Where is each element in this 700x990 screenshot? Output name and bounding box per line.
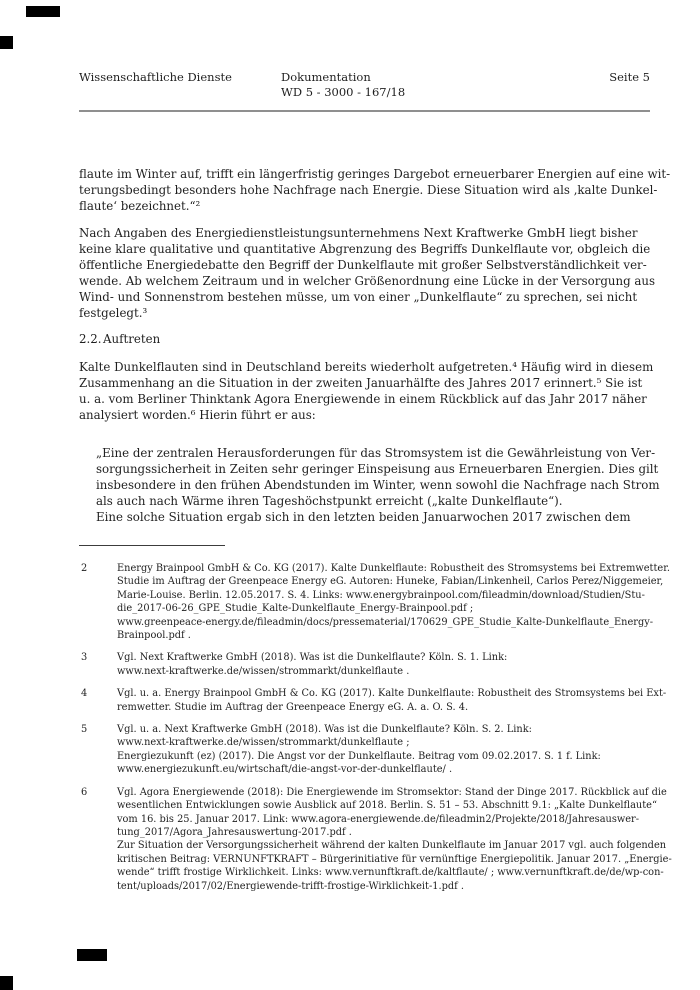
footnote-number: 6 <box>81 786 88 798</box>
text-line: Energiezukunft (ez) (2017). Die Angst vor der Dunkelflaute. Beitrag vom 09.02.2017. S. 1 f. Link: <box>117 750 601 762</box>
block-quote <box>96 445 676 525</box>
text-line: wende“ trifft frostige Wirklichkeit. Links: www.vernunftkraft.de/kaltflaute/ ; www.vernunftkraft.de/de/wp-con- <box>117 867 664 879</box>
text-line: sorgungssicherheit in Zeiten sehr geringer Einspeisung aus Erneuerbaren Energien. Dies gilt <box>96 462 659 476</box>
text-line: Nach Angaben des Energiedienstleistungsunternehmens Next Kraftwerke GmbH liegt bisher <box>79 226 638 240</box>
footnote-text <box>117 687 666 714</box>
text-line: remwetter. Studie im Auftrag der Greenpeace Energy eG. A. a. O. S. 4. <box>117 701 469 713</box>
text-line: Brainpool.pdf . <box>117 630 191 642</box>
footnote-separator <box>79 545 225 546</box>
text-line: terungsbedingt besonders hohe Nachfrage nach Energie. Diese Situation wird als ‚kalte Dunkel- <box>79 183 658 197</box>
text-line: Wind- und Sonnenstrom bestehen müsse, um von einer „Dunkelflaute“ zu sprechen, sei nicht <box>79 290 638 304</box>
scan-mark <box>77 949 107 961</box>
header-doc-number: WD 5 - 3000 - 167/18 <box>281 85 406 99</box>
text-line: wesentlichen Entwicklungen sowie Ausblick auf 2018. Berlin. S. 51 – 53. Abschnitt 9.1: „Kalte Dunkelflaute“ <box>117 800 657 812</box>
footnote-list <box>79 562 674 902</box>
footnote-item <box>79 786 674 893</box>
text-line: als auch nach Wärme ihren Tageshöchstpunkt erreicht („kalte Dunkelflaute“). <box>96 494 563 508</box>
text-line: öffentliche Energiedebatte den Begriff der Dunkelflaute mit großer Selbstverständlichkeit ver- <box>79 258 647 272</box>
text-line: www.energiezukunft.eu/wirtschaft/die-angst-vor-der-dunkelflaute/ . <box>117 764 453 776</box>
section-title: Auftreten <box>103 332 161 346</box>
header-doc-info <box>281 70 609 100</box>
footnote-text <box>117 651 507 678</box>
text-line: Vgl. Next Kraftwerke GmbH (2018). Was ist die Dunkelflaute? Köln. S. 1. Link: <box>117 652 508 664</box>
text-line: kritischen Beitrag: VERNUNFTKRAFT – Bürgerinitiative für vernünftige Energiepolitik. Januar 2017. „Energie- <box>117 853 672 865</box>
paragraph-3 <box>79 359 659 423</box>
paragraph-2 <box>79 225 659 321</box>
header-page-label: Seite 5 <box>609 70 650 84</box>
text-line: Vgl. u. a. Energy Brainpool GmbH & Co. KG (2017). Kalte Dunkelflaute: Robustheit des Stromsystems bei Ext- <box>117 688 667 700</box>
text-line: die_2017-06-26_GPE_Studie_Kalte-Dunkelflaute_Energy-Brainpool.pdf ; <box>117 603 474 615</box>
text-line: tung_2017/Agora_Jahresauswertung-2017.pdf . <box>117 826 352 838</box>
footnote-text <box>117 723 601 777</box>
text-line: www.greenpeace-energy.de/fileadmin/docs/pressematerial/170629_GPE_Studie_Kalte-Dunkelflaute_Energy- <box>117 616 654 628</box>
text-line: festgelegt.³ <box>79 306 148 320</box>
text-line: insbesondere in den frühen Abendstunden im Winter, wenn sowohl die Nachfrage nach Strom <box>96 478 660 492</box>
footnote-item <box>79 723 674 777</box>
text-line: wende. Ab welchem Zeitraum und in welcher Größenordnung eine Lücke in der Versorgung aus <box>79 274 656 288</box>
section-number: 2.2. <box>79 332 102 346</box>
footnote-item <box>79 562 674 642</box>
header-org: Wissenschaftliche Dienste <box>79 70 232 84</box>
text-line: Vgl. Agora Energiewende (2018): Die Energiewende im Stromsektor: Stand der Dinge 2017. Rückblick auf die <box>117 786 667 798</box>
text-line: Zusammenhang an die Situation in der zweiten Januarhälfte des Jahres 2017 erinnert.⁵ Sie ist <box>79 376 643 390</box>
scan-mark <box>0 36 13 49</box>
footnote-number: 4 <box>81 688 88 700</box>
text-line: vom 16. bis 25. Januar 2017. Link: www.agora-energiewende.de/fileadmin2/Projekte/2018/Jahresauswer- <box>117 813 640 825</box>
footnote-number: 2 <box>81 563 88 574</box>
text-line: www.next-kraftwerke.de/wissen/strommarkt/dunkelflaute . <box>117 665 410 677</box>
footnote-item <box>79 687 674 714</box>
text-line: Marie-Louise. Berlin. 12.05.2017. S. 4. Links: www.energybrainpool.com/fileadmin/download/Studien/Stu- <box>117 589 645 601</box>
text-line: analysiert worden.⁶ Hierin führt er aus: <box>79 408 316 422</box>
text-line: u. a. vom Berliner Thinktank Agora Energiewende in einem Rückblick auf das Jahr 2017 näher <box>79 392 647 406</box>
text-line: Kalte Dunkelflauten sind in Deutschland bereits wiederholt aufgetreten.⁴ Häufig wird in diesem <box>79 360 654 374</box>
text-line: flaute‘ bezeichnet.“² <box>79 199 201 213</box>
text-line: Studie im Auftrag der Greenpeace Energy eG. Autoren: Huneke, Fabian/Linkenheil, Carlos Perez/Niggemeier, <box>117 576 664 588</box>
scan-mark <box>0 976 13 990</box>
text-line: keine klare qualitative und quantitative Abgrenzung des Begriffs Dunkelflaute vor, obgleich die <box>79 242 651 256</box>
text-line: „Eine der zentralen Herausforderungen für das Stromsystem ist die Gewährleistung von Ver- <box>96 446 656 460</box>
scan-mark <box>26 6 60 17</box>
footnote-number: 3 <box>81 652 88 664</box>
header-rule <box>79 110 650 112</box>
section-heading <box>79 331 160 347</box>
header-doc-type: Dokumentation <box>281 70 371 84</box>
text-line: Zur Situation der Versorgungssicherheit während der kalten Dunkelflaute im Januar 2017 vgl. auch folgenden <box>117 840 667 852</box>
text-line: flaute im Winter auf, trifft ein längerfristig geringes Dargebot erneuerbarer Energien auf eine wit- <box>79 167 671 181</box>
text-line: Eine solche Situation ergab sich in den letzten beiden Januarwochen 2017 zwischen dem <box>96 510 631 524</box>
page-header <box>79 70 650 100</box>
footnote-item <box>79 651 674 678</box>
footnote-number: 5 <box>81 724 88 736</box>
text-line: tent/uploads/2017/02/Energiewende-trifft-frostige-Wirklichkeit-1.pdf . <box>117 880 465 892</box>
paragraph-1 <box>79 166 671 214</box>
text-line: Vgl. u. a. Next Kraftwerke GmbH (2018). Was ist die Dunkelflaute? Köln. S. 2. Link: <box>117 724 532 736</box>
footnote-text <box>117 562 670 642</box>
text-line: www.next-kraftwerke.de/wissen/strommarkt/dunkelflaute ; <box>117 737 410 749</box>
footnote-text <box>117 786 672 893</box>
text-line: Energy Brainpool GmbH & Co. KG (2017). Kalte Dunkelflaute: Robustheit des Stromsystems bei Extremwetter. <box>117 563 670 574</box>
